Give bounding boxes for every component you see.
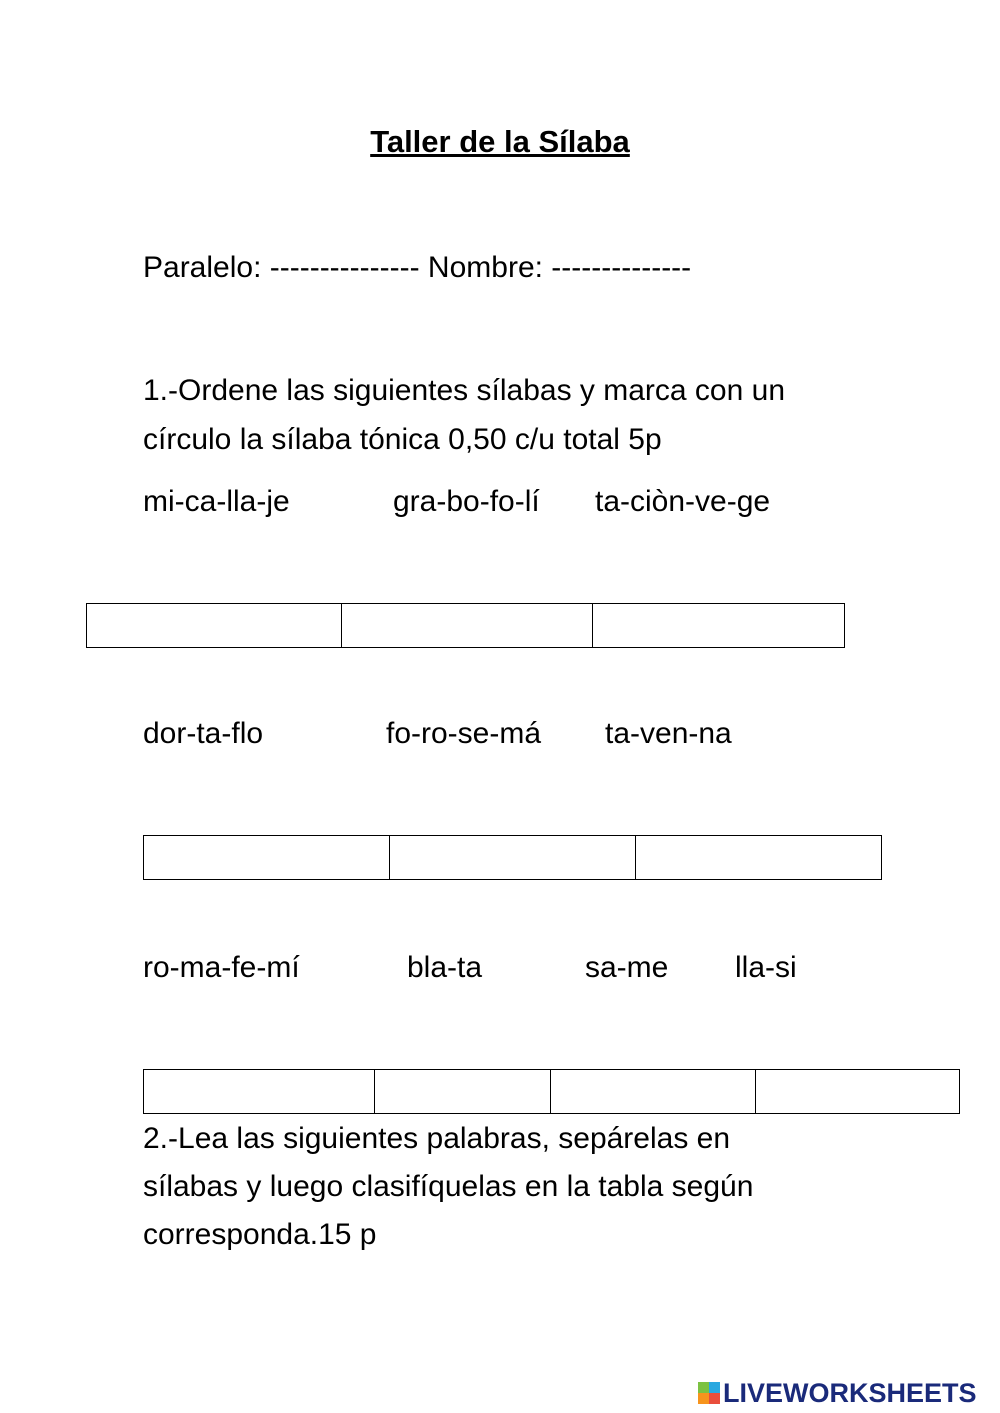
question-1-line-1: 1.-Ordene las siguientes sílabas y marca con un xyxy=(143,374,785,407)
answer-cell[interactable] xyxy=(375,1070,551,1113)
syllables-lla-si: lla-si xyxy=(735,951,797,984)
syllables-ta-ven-na: ta-ven-na xyxy=(605,717,732,750)
answer-cell[interactable] xyxy=(144,836,390,879)
syllables-bla-ta: bla-ta xyxy=(407,951,483,984)
answer-cell[interactable] xyxy=(390,836,636,879)
answer-cell[interactable] xyxy=(636,836,881,879)
syllables-fo-ro-se-ma: fo-ro-se-má xyxy=(386,717,542,750)
answer-row-2 xyxy=(143,835,882,880)
answer-row-1 xyxy=(86,603,845,648)
syllables-ta-cion-ve-ge: ta-ciòn-ve-ge xyxy=(595,485,771,518)
syllables-sa-me: sa-me xyxy=(585,951,669,984)
liveworksheets-logo-icon xyxy=(698,1382,720,1404)
question-2-line-3: corresponda.15 p xyxy=(143,1218,377,1251)
answer-cell[interactable] xyxy=(342,604,593,647)
answer-row-3 xyxy=(143,1069,960,1114)
liveworksheets-logo-text: LIVEWORKSHEETS xyxy=(723,1377,977,1408)
answer-cell[interactable] xyxy=(87,604,342,647)
syllables-dor-ta-flo: dor-ta-flo xyxy=(143,717,264,750)
answer-cell[interactable] xyxy=(551,1070,756,1113)
question-2-line-1: 2.-Lea las siguientes palabras, sepárelas en xyxy=(143,1122,731,1155)
answer-cell[interactable] xyxy=(593,604,844,647)
liveworksheets-logo xyxy=(698,1378,977,1408)
answer-cell[interactable] xyxy=(144,1070,375,1113)
answer-cell[interactable] xyxy=(756,1070,959,1113)
question-2-line-2: sílabas y luego clasifíquelas en la tabla según xyxy=(143,1170,754,1203)
syllables-gra-bo-fo-li: gra-bo-fo-lí xyxy=(393,485,540,518)
worksheet-title: Taller de la Sílaba xyxy=(370,124,630,159)
syllables-ro-ma-fe-mi: ro-ma-fe-mí xyxy=(143,951,300,984)
question-1-line-2: círculo la sílaba tónica 0,50 c/u total 5p xyxy=(143,423,662,456)
syllables-mi-ca-lla-je: mi-ca-lla-je xyxy=(143,485,290,518)
paralelo-nombre-line: Paralelo: --------------- Nombre: -------------- xyxy=(143,251,692,284)
